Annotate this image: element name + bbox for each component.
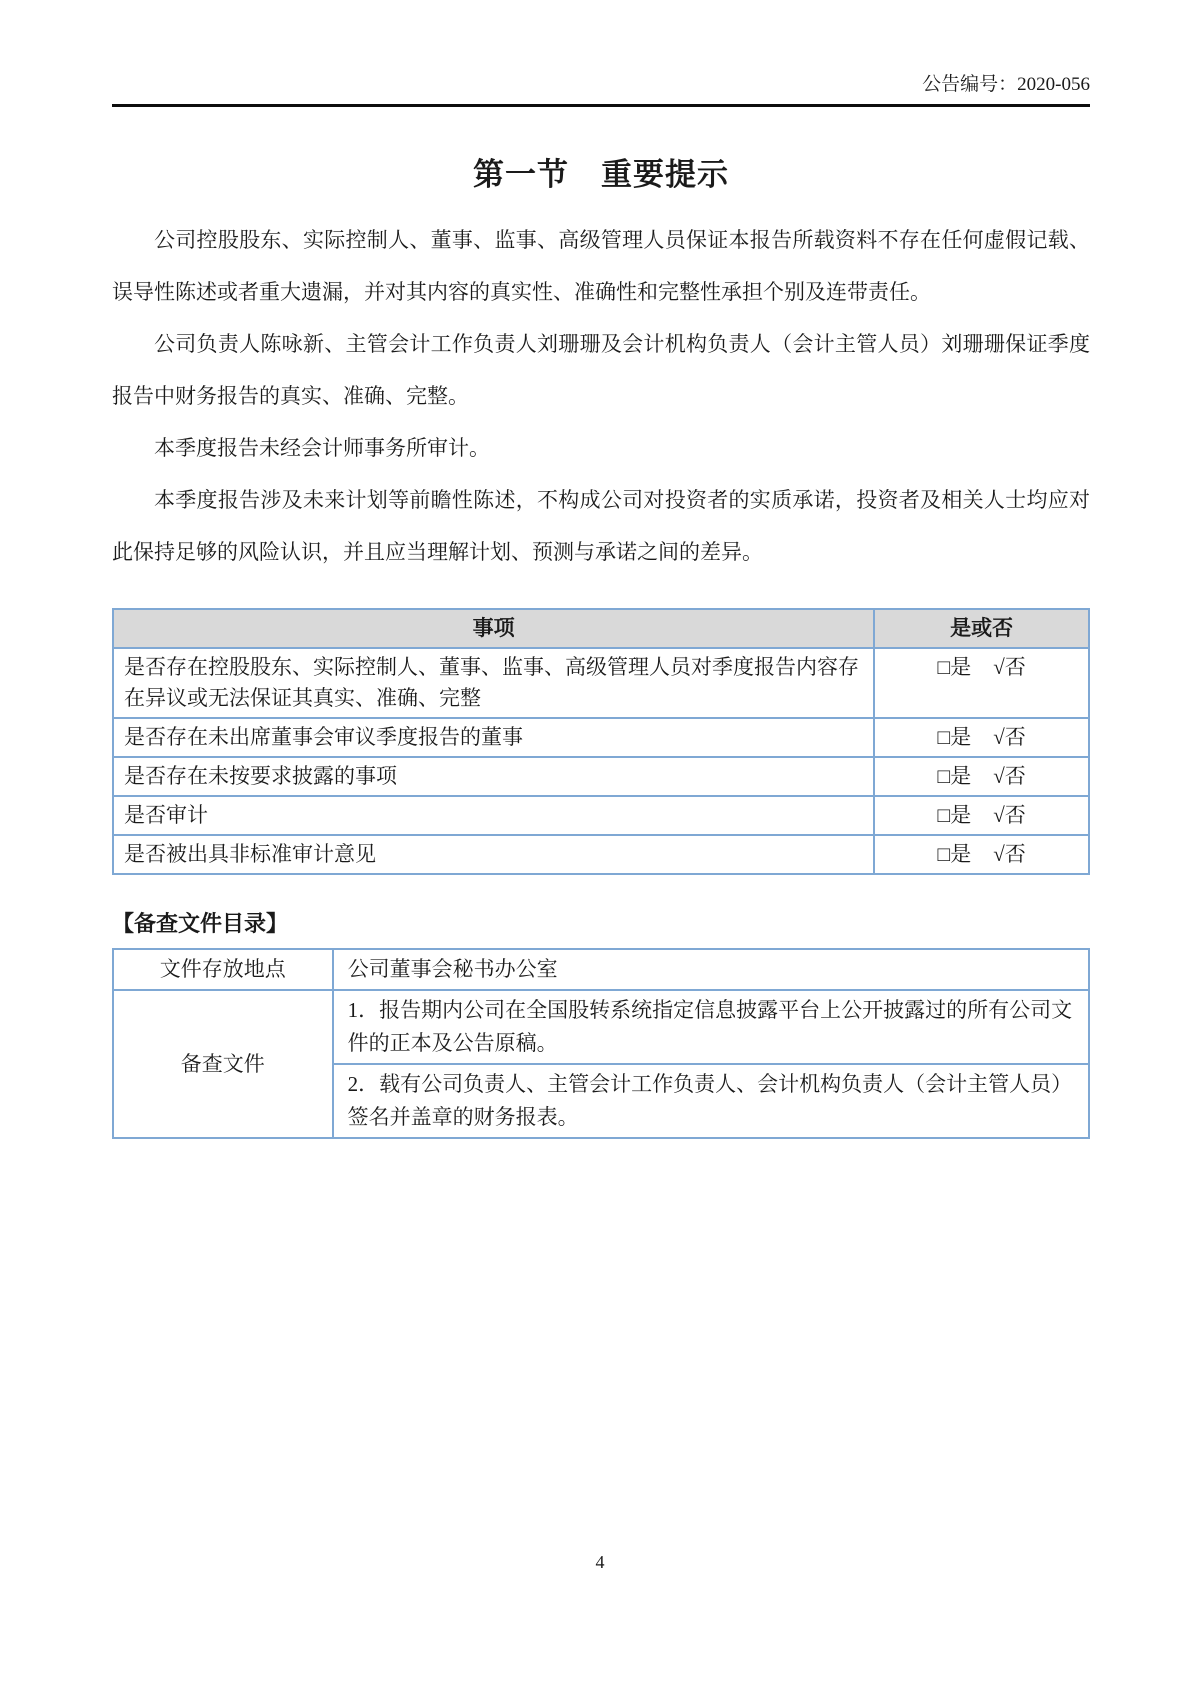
yes-no-checklist-table (112, 608, 1090, 875)
item-text: 是否被出具非标准审计意见 (113, 835, 874, 874)
table-row (113, 796, 1089, 835)
storage-location-value: 公司董事会秘书办公室 (333, 949, 1089, 990)
yes-no-answer (874, 757, 1089, 796)
reference-documents-heading: 【备查文件目录】 (112, 911, 289, 936)
no-label: 否 (1004, 803, 1026, 827)
yes-no-answer (874, 796, 1089, 835)
yes-no-answer (874, 718, 1089, 757)
column-header-item: 事项 (113, 609, 874, 648)
reference-documents-table (112, 948, 1090, 1139)
announcement-number: 公告编号：2020-056 (922, 74, 1090, 95)
section-title: 第一节 重要提示 (473, 157, 729, 192)
paragraph-unaudited: 本季度报告未经会计师事务所审计。 (154, 436, 490, 460)
no-label: 否 (1004, 764, 1026, 788)
table-row (113, 990, 1089, 1064)
table-row (113, 718, 1089, 757)
yes-no-answer (874, 835, 1089, 874)
page-number: 4 (595, 1552, 605, 1572)
column-header-yes-or-no: 是或否 (874, 609, 1089, 648)
paragraph-guarantee: 公司控股股东、实际控制人、董事、监事、高级管理人员保证本报告所载资料不存在任何虚假记载、误导性陈述或者重大遗漏，并对其内容的真实性、准确性和完整性承担个别及连带责任。 (112, 228, 1090, 304)
table-row (113, 757, 1089, 796)
paragraph-responsible-persons: 公司负责人陈咏新、主管会计工作负责人刘珊珊及会计机构负责人（会计主管人员）刘珊珊保证季度报告中财务报告的真实、准确、完整。 (112, 332, 1090, 408)
check-mark-icon: √ (993, 655, 1005, 679)
check-mark-icon: √ (993, 803, 1005, 827)
no-label: 否 (1004, 725, 1026, 749)
yes-label: 是 (950, 803, 972, 827)
table-header-row (113, 609, 1089, 648)
check-mark-icon: √ (993, 725, 1005, 749)
table-row (113, 835, 1089, 874)
yes-label: 是 (950, 764, 972, 788)
check-mark-icon: √ (993, 842, 1005, 866)
item-text: 是否存在未出席董事会审议季度报告的董事 (113, 718, 874, 757)
yes-label: 是 (950, 655, 972, 679)
documents-label: 备查文件 (113, 990, 333, 1138)
checkbox-unchecked-icon: □ (937, 842, 951, 866)
table-row (113, 949, 1089, 990)
header-divider (112, 104, 1090, 107)
paragraph-forward-looking: 本季度报告涉及未来计划等前瞻性陈述，不构成公司对投资者的实质承诺，投资者及相关人士均应对此保持足够的风险认识，并且应当理解计划、预测与承诺之间的差异。 (112, 488, 1090, 564)
no-label: 否 (1004, 655, 1026, 679)
document-item-2: 2．载有公司负责人、主管会计工作负责人、会计机构负责人（会计主管人员）签名并盖章的财务报表。 (333, 1064, 1089, 1138)
item-text: 是否审计 (113, 796, 874, 835)
checkbox-unchecked-icon: □ (937, 725, 951, 749)
checkbox-unchecked-icon: □ (937, 655, 951, 679)
yes-no-answer (874, 648, 1089, 718)
yes-label: 是 (950, 725, 972, 749)
table-row (113, 648, 1089, 718)
item-text: 是否存在未按要求披露的事项 (113, 757, 874, 796)
document-item-1: 1．报告期内公司在全国股转系统指定信息披露平台上公开披露过的所有公司文件的正本及公告原稿。 (333, 990, 1089, 1064)
item-text: 是否存在控股股东、实际控制人、董事、监事、高级管理人员对季度报告内容存在异议或无法保证其真实、准确、完整 (113, 648, 874, 718)
check-mark-icon: √ (993, 764, 1005, 788)
no-label: 否 (1004, 842, 1026, 866)
yes-label: 是 (950, 842, 972, 866)
checkbox-unchecked-icon: □ (937, 803, 951, 827)
checkbox-unchecked-icon: □ (937, 764, 951, 788)
storage-location-label: 文件存放地点 (113, 949, 333, 990)
